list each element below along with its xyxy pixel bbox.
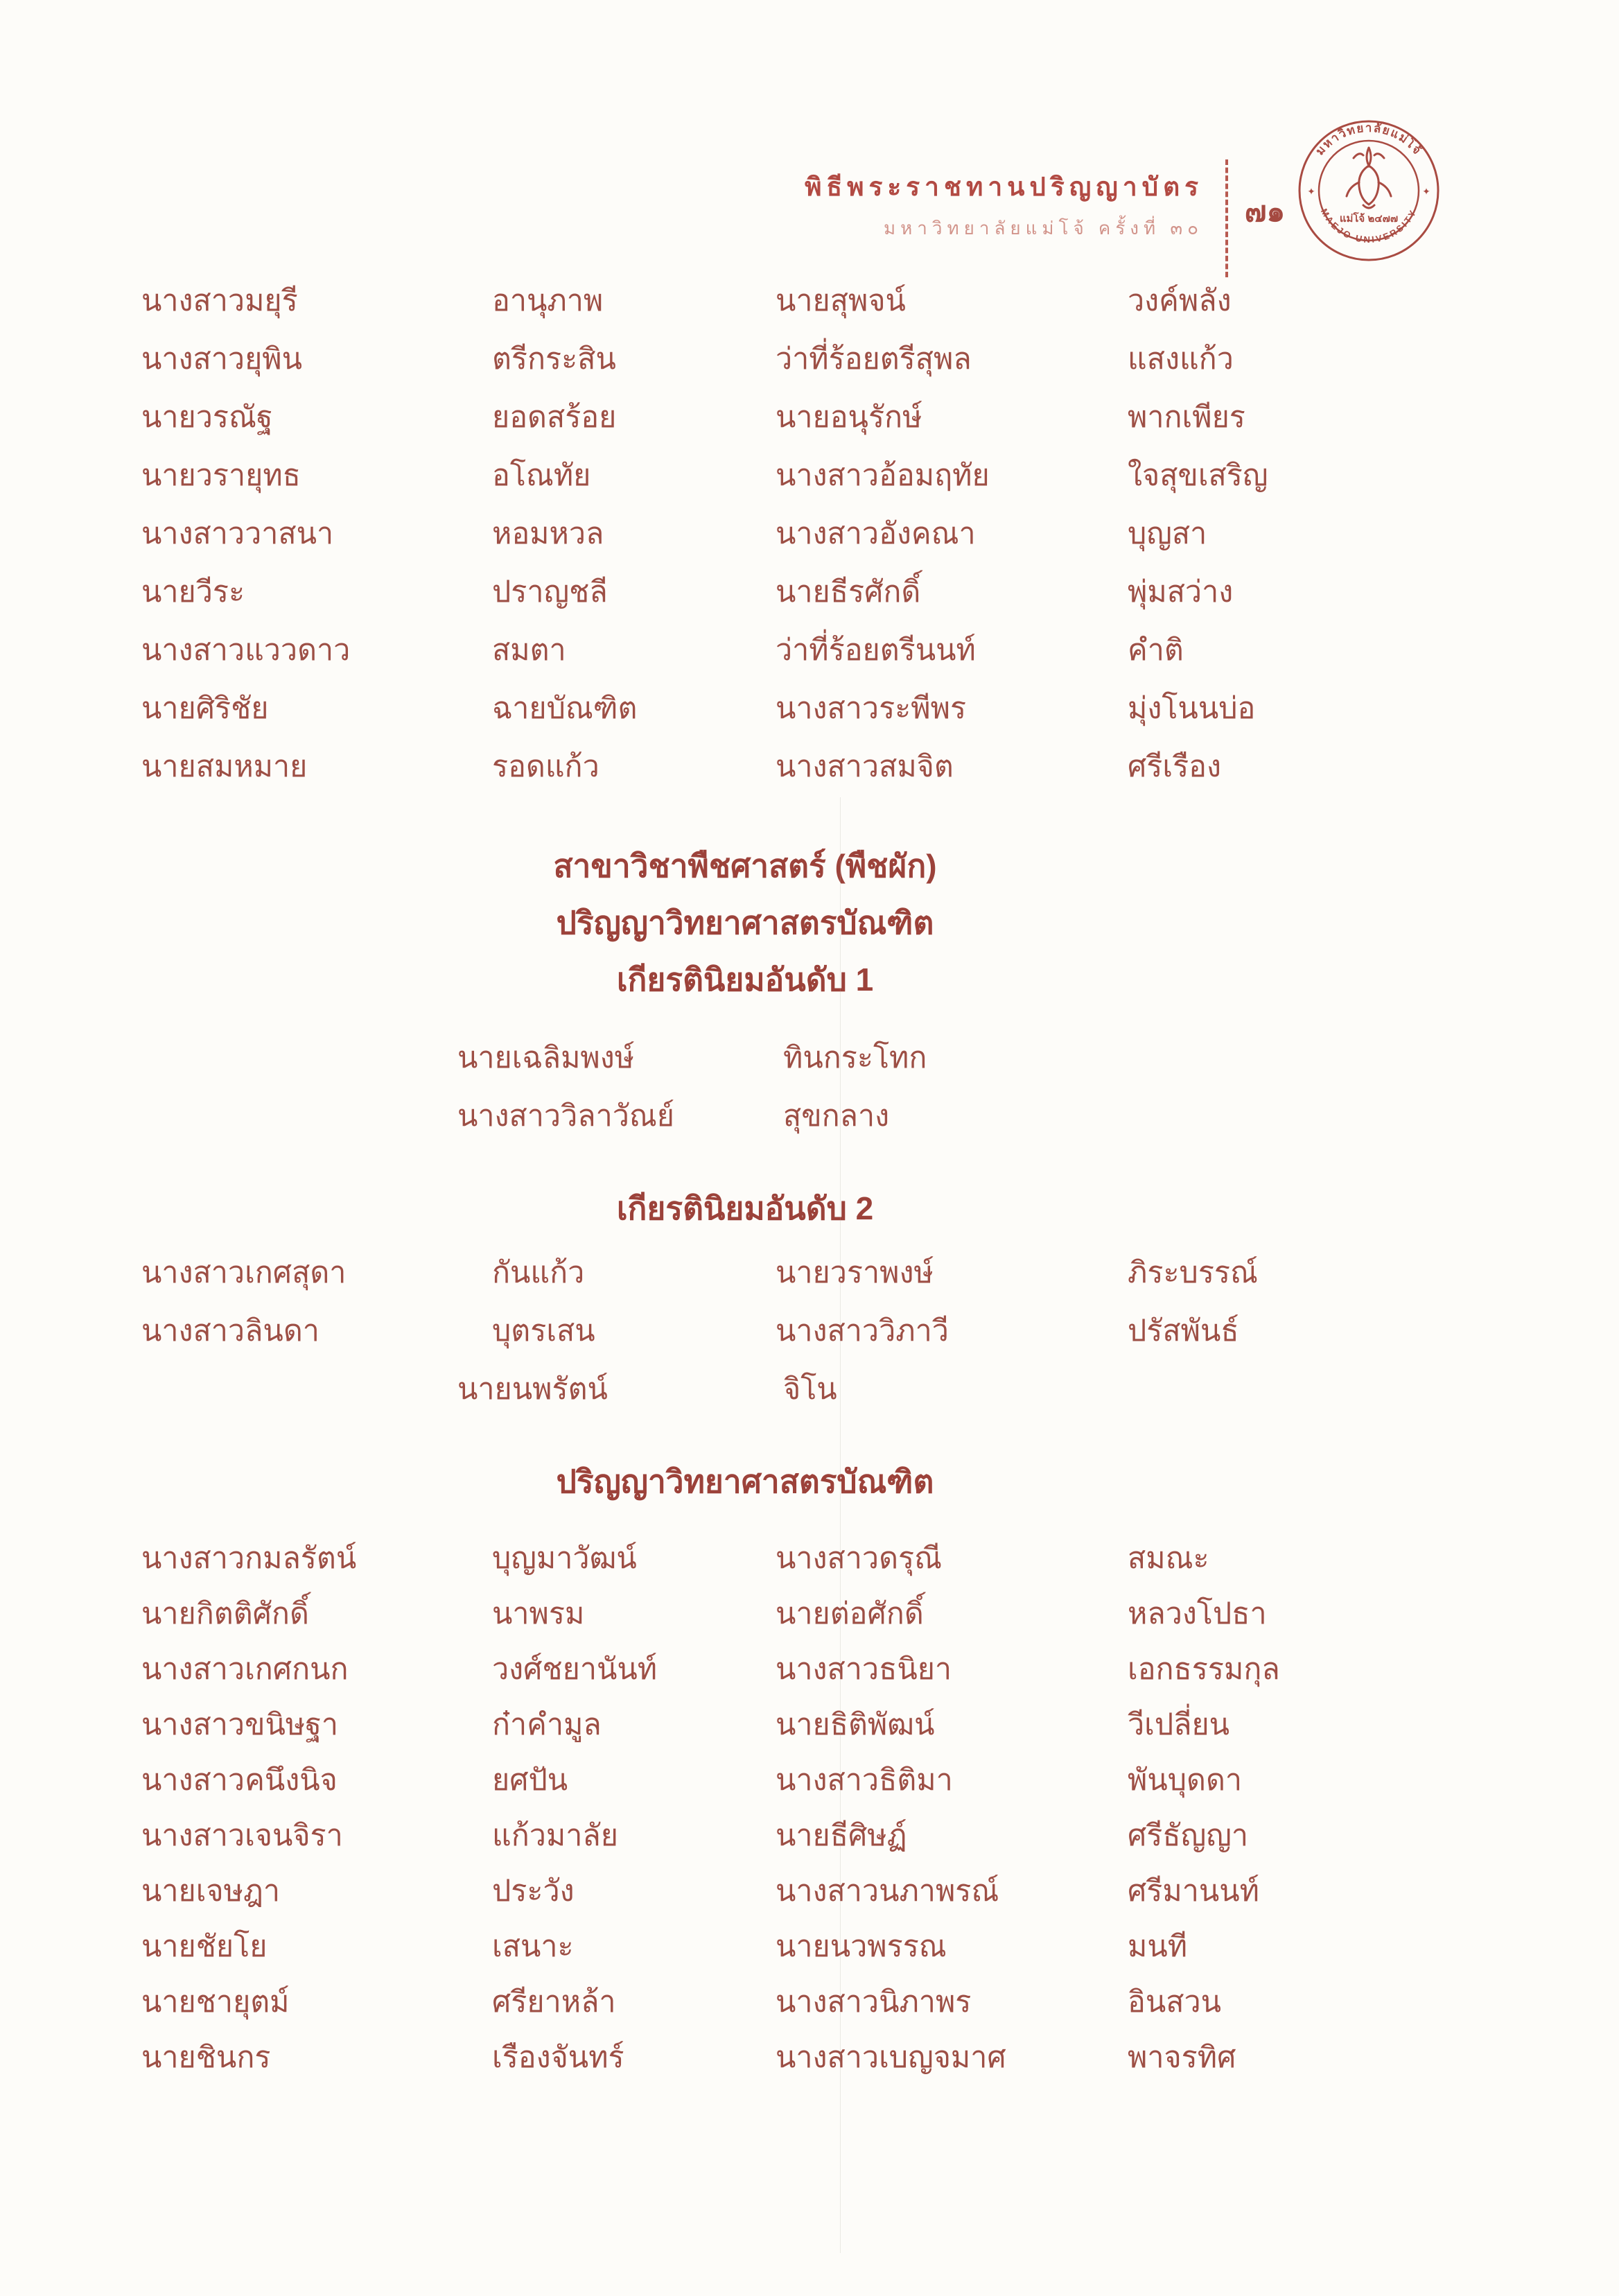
graduate-title-name: นางสาวลินดา bbox=[141, 1314, 320, 1348]
graduate-surname: บุญมาวัฒน์ bbox=[492, 1541, 637, 1575]
program-title: สาขาวิชาพืชศาสตร์ (พืชผัก) bbox=[553, 848, 937, 884]
graduate-surname: วงศ์ชยานันท์ bbox=[492, 1652, 658, 1686]
degree-title: ปริญญาวิทยาศาสตรบัณฑิต bbox=[556, 905, 934, 941]
graduate-title-name: นายสุพจน์ bbox=[776, 284, 906, 318]
graduate-surname: นาพรม bbox=[492, 1597, 585, 1630]
graduate-title-name: นางสาวแววดาว bbox=[141, 633, 351, 667]
graduate-row bbox=[0, 1753, 1619, 1808]
graduate-surname: พันบุดดา bbox=[1128, 1763, 1243, 1797]
honors-2-title: เกียรตินิยมอันดับ 2 bbox=[616, 1190, 874, 1226]
graduate-row bbox=[0, 1808, 1619, 1863]
graduate-row bbox=[0, 1919, 1619, 1974]
seal-bottom-text: MAEJO UNIVERSITY bbox=[1318, 207, 1419, 245]
graduate-surname: อานุภาพ bbox=[492, 284, 604, 318]
graduate-title-name: นายกิตติศักดิ์ bbox=[141, 1597, 309, 1630]
graduate-title-name: นางสาวขนิษฐา bbox=[141, 1707, 339, 1741]
graduate-title-name: นางสาวธนิยา bbox=[776, 1652, 952, 1686]
graduate-surname: เอกธรรมกุล bbox=[1128, 1652, 1280, 1686]
graduate-title-name: นายธีรศักดิ์ bbox=[776, 575, 921, 609]
graduate-surname: หลวงโปธา bbox=[1128, 1597, 1267, 1630]
graduate-surname: พาจรทิศ bbox=[1128, 2040, 1236, 2074]
svg-text:มหาวิทยาลัยแม่โจ้ bbox=[1313, 121, 1425, 158]
graduate-surname: ตรีกระสิน bbox=[492, 342, 616, 376]
graduate-surname: วีเปลี่ยน bbox=[1128, 1707, 1230, 1741]
university-seal-icon bbox=[1295, 116, 1443, 268]
graduate-title-name: นายเฉลิมพงษ์ bbox=[457, 1041, 635, 1075]
graduate-surname: ศรีธัญญา bbox=[1128, 1818, 1249, 1852]
graduate-surname: ประวัง bbox=[492, 1874, 575, 1908]
graduate-surname: จิโน bbox=[783, 1372, 837, 1406]
graduate-title-name: นางสาวกมลรัตน์ bbox=[141, 1541, 357, 1575]
graduate-surname: สมณะ bbox=[1128, 1541, 1209, 1575]
graduate-surname: ฉายบัณฑิต bbox=[492, 691, 638, 725]
graduate-title-name: นายต่อศักดิ์ bbox=[776, 1597, 924, 1630]
seal-top-text: มหาวิทยาลัยแม่โจ้ bbox=[1313, 121, 1425, 158]
graduate-title-name: นางสาวเบญจมาศ bbox=[776, 2040, 1006, 2074]
graduate-title-name: ว่าที่ร้อยตรีสุพล bbox=[776, 342, 972, 376]
graduate-surname: ยศปัน bbox=[492, 1763, 568, 1797]
graduate-title-name: นางสาวอ้อมฤทัย bbox=[776, 458, 990, 492]
graduate-row bbox=[0, 505, 1619, 563]
graduate-surname: ใจสุขเสริญ bbox=[1128, 458, 1268, 492]
seal-emblem bbox=[1347, 148, 1391, 208]
graduate-row bbox=[0, 446, 1619, 505]
header-divider bbox=[1225, 159, 1228, 277]
graduate-row bbox=[0, 2030, 1619, 2085]
seal-left-ornament: ✦ bbox=[1307, 186, 1315, 197]
graduate-title-name: นางสาวมยุรี bbox=[141, 284, 298, 318]
graduate-title-name: ว่าที่ร้อยตรีนนท์ bbox=[776, 633, 976, 667]
graduate-title-name: นายวรณัฐ bbox=[141, 400, 273, 434]
graduate-title-name: นางสาวเกศสุดา bbox=[141, 1255, 347, 1289]
graduate-surname: ปราญชลี bbox=[492, 575, 608, 609]
graduate-row bbox=[0, 388, 1619, 446]
graduate-surname: เรืองจันทร์ bbox=[492, 2040, 624, 2074]
graduate-title-name: นางสาวระพีพร bbox=[776, 691, 967, 725]
graduate-title-name: นางสาวยุพิน bbox=[141, 342, 303, 376]
graduate-surname: ศรีมานนท์ bbox=[1128, 1874, 1260, 1908]
graduate-title-name: นางสาวเจนจิรา bbox=[141, 1818, 343, 1852]
continued-list bbox=[0, 272, 1619, 796]
graduate-surname: วงค์พลัง bbox=[1128, 284, 1232, 318]
graduate-title-name: นายธีศิษฏ์ bbox=[776, 1818, 907, 1852]
honors-2-list bbox=[0, 1244, 1619, 1360]
ceremony-title: พิธีพระราชทานปริญญาบัตร bbox=[805, 173, 1203, 201]
bachelor-degree-list bbox=[0, 1531, 1619, 2085]
graduate-row bbox=[0, 621, 1619, 679]
graduate-surname: กันแก้ว bbox=[492, 1255, 585, 1289]
graduate-surname: รอดแก้ว bbox=[492, 749, 600, 783]
graduate-surname: ทินกระโทก bbox=[783, 1041, 927, 1075]
graduate-row bbox=[0, 1586, 1619, 1642]
seal-right-ornament: ✦ bbox=[1422, 186, 1430, 197]
graduate-title-name: นางสาววิลาวัณย์ bbox=[457, 1099, 674, 1133]
graduate-title-name: นายนวพรรณ bbox=[776, 1929, 947, 1963]
graduate-surname: แสงแก้ว bbox=[1128, 342, 1234, 376]
graduate-surname: พุ่มสว่าง bbox=[1128, 575, 1234, 609]
graduate-row bbox=[0, 1302, 1619, 1360]
graduate-row bbox=[0, 679, 1619, 738]
page-number: ๗๑ bbox=[1244, 195, 1286, 227]
graduate-row bbox=[0, 1244, 1619, 1302]
graduate-surname: ภิระบรรณ์ bbox=[1128, 1255, 1258, 1289]
roster-content bbox=[0, 272, 1619, 2085]
honors-1-title: เกียรตินิยมอันดับ 1 bbox=[616, 962, 874, 998]
graduate-surname: เสนาะ bbox=[492, 1929, 574, 1963]
graduate-row bbox=[0, 563, 1619, 621]
graduate-row bbox=[0, 1863, 1619, 1919]
graduate-title-name: นายนพรัตน์ bbox=[457, 1372, 608, 1406]
graduate-title-name: นางสาววิภาวี bbox=[776, 1314, 949, 1348]
graduate-row bbox=[0, 738, 1619, 796]
graduate-surname: ปรัสพันธ์ bbox=[1128, 1314, 1239, 1348]
graduate-title-name: นายชายุตม์ bbox=[141, 1985, 290, 2019]
graduate-title-name: นางสาววาสนา bbox=[141, 516, 334, 550]
seal-center-text: แม่โจ้ ๒๔๗๗ bbox=[1339, 213, 1399, 225]
graduate-title-name: นายศิริชัย bbox=[141, 691, 269, 725]
graduate-surname: สุขกลาง bbox=[783, 1099, 890, 1133]
graduate-row bbox=[0, 1974, 1619, 2030]
graduate-title-name: นายชัยโย bbox=[141, 1929, 268, 1963]
graduate-row bbox=[0, 330, 1619, 388]
graduate-surname: คำติ bbox=[1128, 633, 1184, 667]
graduate-surname: บุตรเสน bbox=[492, 1314, 595, 1348]
graduate-title-name: นางสาวธิติมา bbox=[776, 1763, 953, 1797]
graduate-surname: สมตา bbox=[492, 633, 566, 667]
graduate-row bbox=[0, 1087, 1619, 1145]
graduate-title-name: นายสมหมาย bbox=[141, 749, 308, 783]
graduate-row bbox=[0, 1531, 1619, 1586]
graduate-title-name: นางสาวเกศกนก bbox=[141, 1652, 349, 1686]
graduate-title-name: นายวีระ bbox=[141, 575, 245, 609]
header-text-block bbox=[579, 166, 1203, 243]
bachelor-degree-title: ปริญญาวิทยาศาสตรบัณฑิต bbox=[556, 1463, 934, 1499]
graduate-row bbox=[0, 1642, 1619, 1697]
honors-1-list bbox=[0, 1029, 1619, 1145]
graduate-row bbox=[0, 1029, 1619, 1087]
honors-2-list-tail bbox=[0, 1360, 1619, 1418]
graduate-surname: ศรีเรือง bbox=[1128, 749, 1222, 783]
graduate-surname: พากเพียร bbox=[1128, 400, 1245, 434]
graduate-title-name: นางสาวนิภาพร bbox=[776, 1985, 972, 2019]
graduate-title-name: นางสาวคนึงนิจ bbox=[141, 1763, 338, 1797]
graduate-title-name: นางสาวนภาพรณ์ bbox=[776, 1874, 999, 1908]
graduate-title-name: นายชินกร bbox=[141, 2040, 271, 2074]
graduate-title-name: นายเจษฎา bbox=[141, 1874, 280, 1908]
graduate-surname: อโณทัย bbox=[492, 458, 591, 492]
graduate-surname: แก้วมาลัย bbox=[492, 1818, 618, 1852]
graduate-title-name: นายวราพงษ์ bbox=[776, 1255, 934, 1289]
graduate-row bbox=[0, 1697, 1619, 1753]
graduate-title-name: นางสาวอังคณา bbox=[776, 516, 976, 550]
graduate-surname: มนที bbox=[1128, 1929, 1188, 1963]
graduate-surname: ศรียาหล้า bbox=[492, 1985, 616, 2019]
graduate-surname: อินสวน bbox=[1128, 1985, 1222, 2019]
graduate-row bbox=[0, 1360, 1619, 1418]
graduate-title-name: นายอนุรักษ์ bbox=[776, 400, 922, 434]
graduate-title-name: นางสาวสมจิต bbox=[776, 749, 954, 783]
graduate-title-name: นายธิติพัฒน์ bbox=[776, 1707, 935, 1741]
graduate-title-name: นางสาวดรุณี bbox=[776, 1541, 942, 1575]
graduate-surname: ก๋าคำมูล bbox=[492, 1707, 602, 1741]
graduate-surname: ยอดสร้อย bbox=[492, 400, 617, 434]
graduate-title-name: นายวรายุทธ bbox=[141, 458, 301, 492]
graduate-surname: หอมหวล bbox=[492, 516, 604, 550]
graduate-row bbox=[0, 272, 1619, 330]
ceremony-subtitle: มหาวิทยาลัยแม่โจ้ ครั้งที่ ๓๐ bbox=[884, 218, 1203, 238]
graduate-surname: บุญสา bbox=[1128, 516, 1207, 550]
scan-artifact-line bbox=[840, 797, 841, 2253]
graduate-surname: มุ่งโนนบ่อ bbox=[1128, 691, 1256, 725]
